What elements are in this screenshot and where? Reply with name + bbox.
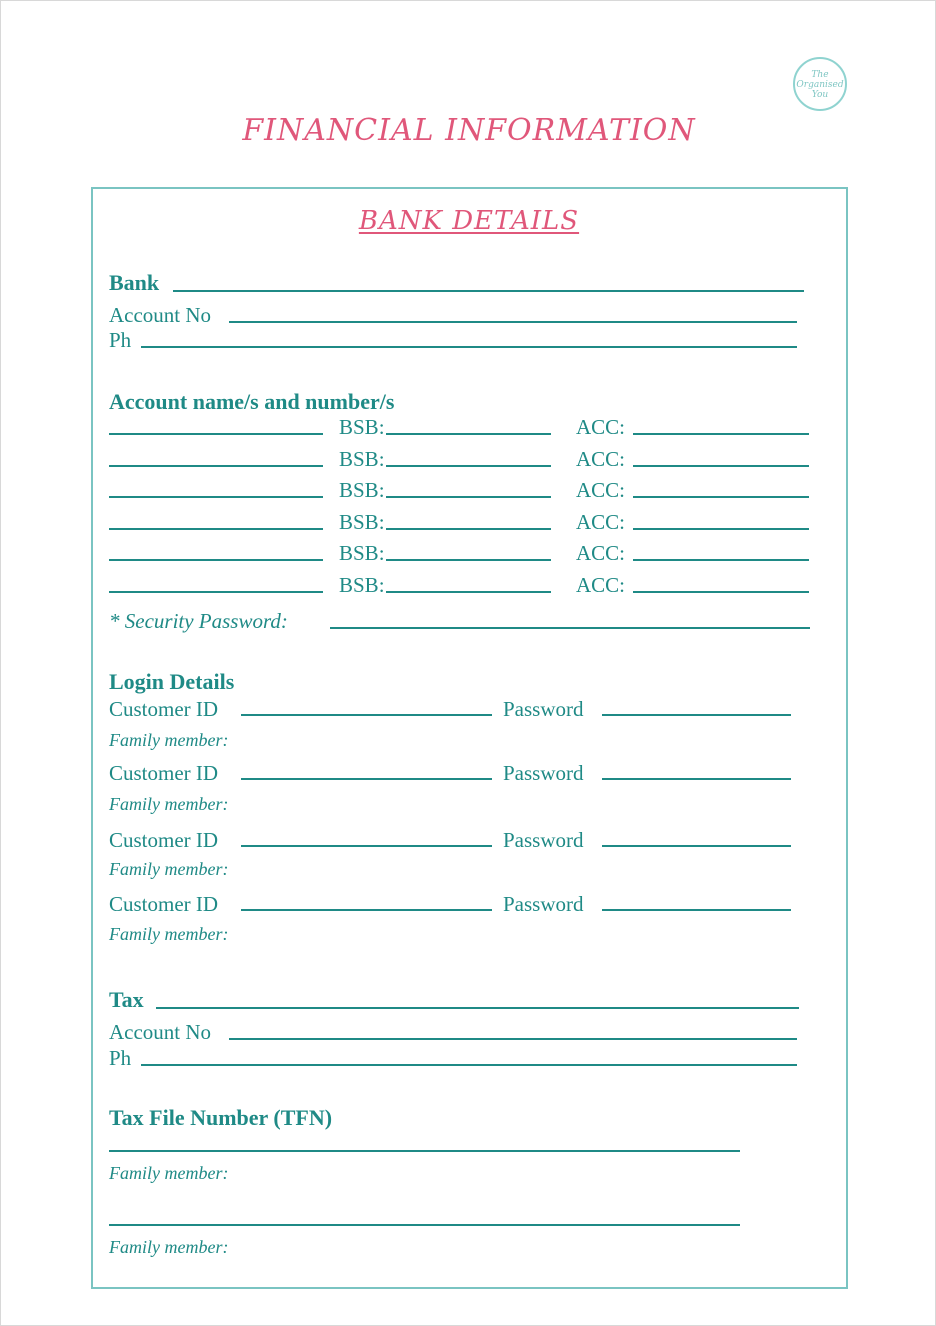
customer-id-label-3: Customer ID [109, 828, 219, 852]
section-title-bank-details: BANK DETAILS [358, 206, 580, 236]
account-name-line-5[interactable] [109, 559, 323, 561]
bank-ph-label: Ph [109, 328, 132, 352]
bsb-label-3: BSB: [339, 478, 385, 502]
tax-line[interactable] [156, 1007, 799, 1009]
acc-line-5[interactable] [633, 559, 809, 561]
account-name-line-6[interactable] [109, 591, 323, 593]
bank-label: Bank [109, 270, 160, 295]
tfn-line-2[interactable] [109, 1224, 740, 1226]
bsb-line-3[interactable] [386, 496, 551, 498]
account-name-line-1[interactable] [109, 433, 323, 435]
password-line-1[interactable] [602, 714, 791, 716]
page-title: FINANCIAL INFORMATION [242, 113, 696, 148]
password-label-4: Password [503, 892, 584, 916]
acc-label-5: ACC: [576, 541, 626, 565]
account-name-line-3[interactable] [109, 496, 323, 498]
customer-id-label-4: Customer ID [109, 892, 219, 916]
tax-ph-line[interactable] [141, 1064, 797, 1066]
customer-id-label-2: Customer ID [109, 761, 219, 785]
family-member-label-3: Family member: [109, 859, 229, 879]
account-name-line-4[interactable] [109, 528, 323, 530]
logo-text: The Organised You [796, 70, 844, 100]
security-password-label: * Security Password: [109, 609, 288, 633]
bsb-line-6[interactable] [386, 591, 551, 593]
password-label-1: Password [503, 697, 584, 721]
acc-label-3: ACC: [576, 478, 626, 502]
bank-ph-line[interactable] [141, 346, 797, 348]
bsb-line-4[interactable] [386, 528, 551, 530]
bank-account-no-line[interactable] [229, 321, 797, 323]
family-member-label-1: Family member: [109, 730, 229, 750]
bank-line[interactable] [173, 290, 804, 292]
customer-id-label-1: Customer ID [109, 697, 219, 721]
tfn-line-1[interactable] [109, 1150, 740, 1152]
tfn-family-member-label-2: Family member: [109, 1237, 229, 1257]
bsb-label-5: BSB: [339, 541, 385, 565]
account-name-line-2[interactable] [109, 465, 323, 467]
bsb-line-5[interactable] [386, 559, 551, 561]
acc-label-2: ACC: [576, 447, 626, 471]
customer-id-line-4[interactable] [241, 909, 492, 911]
login-heading: Login Details [109, 669, 235, 694]
password-line-2[interactable] [602, 778, 791, 780]
organised-you-logo [793, 57, 847, 111]
customer-id-line-3[interactable] [241, 845, 492, 847]
password-line-3[interactable] [602, 845, 791, 847]
acc-label-1: ACC: [576, 415, 626, 439]
bsb-label-6: BSB: [339, 573, 385, 597]
password-line-4[interactable] [602, 909, 791, 911]
family-member-label-2: Family member: [109, 794, 229, 814]
tax-ph-label: Ph [109, 1046, 132, 1070]
password-label-2: Password [503, 761, 584, 785]
tax-account-no-line[interactable] [229, 1038, 797, 1040]
tfn-family-member-label-1: Family member: [109, 1163, 229, 1183]
customer-id-line-2[interactable] [241, 778, 492, 780]
acc-label-6: ACC: [576, 573, 626, 597]
acc-line-4[interactable] [633, 528, 809, 530]
password-label-3: Password [503, 828, 584, 852]
bsb-line-2[interactable] [386, 465, 551, 467]
family-member-label-4: Family member: [109, 924, 229, 944]
tax-account-no-label: Account No [109, 1020, 212, 1044]
customer-id-line-1[interactable] [241, 714, 492, 716]
acc-line-3[interactable] [633, 496, 809, 498]
acc-line-6[interactable] [633, 591, 809, 593]
bsb-label-1: BSB: [339, 415, 385, 439]
acc-line-1[interactable] [633, 433, 809, 435]
bsb-label-4: BSB: [339, 510, 385, 534]
bsb-line-1[interactable] [386, 433, 551, 435]
tax-label: Tax [109, 987, 144, 1012]
bank-account-no-label: Account No [109, 303, 212, 327]
acc-label-4: ACC: [576, 510, 626, 534]
security-password-line[interactable] [330, 627, 810, 629]
bsb-label-2: BSB: [339, 447, 385, 471]
acc-line-2[interactable] [633, 465, 809, 467]
accounts-heading: Account name/s and number/s [109, 389, 395, 414]
tfn-heading: Tax File Number (TFN) [109, 1105, 333, 1130]
